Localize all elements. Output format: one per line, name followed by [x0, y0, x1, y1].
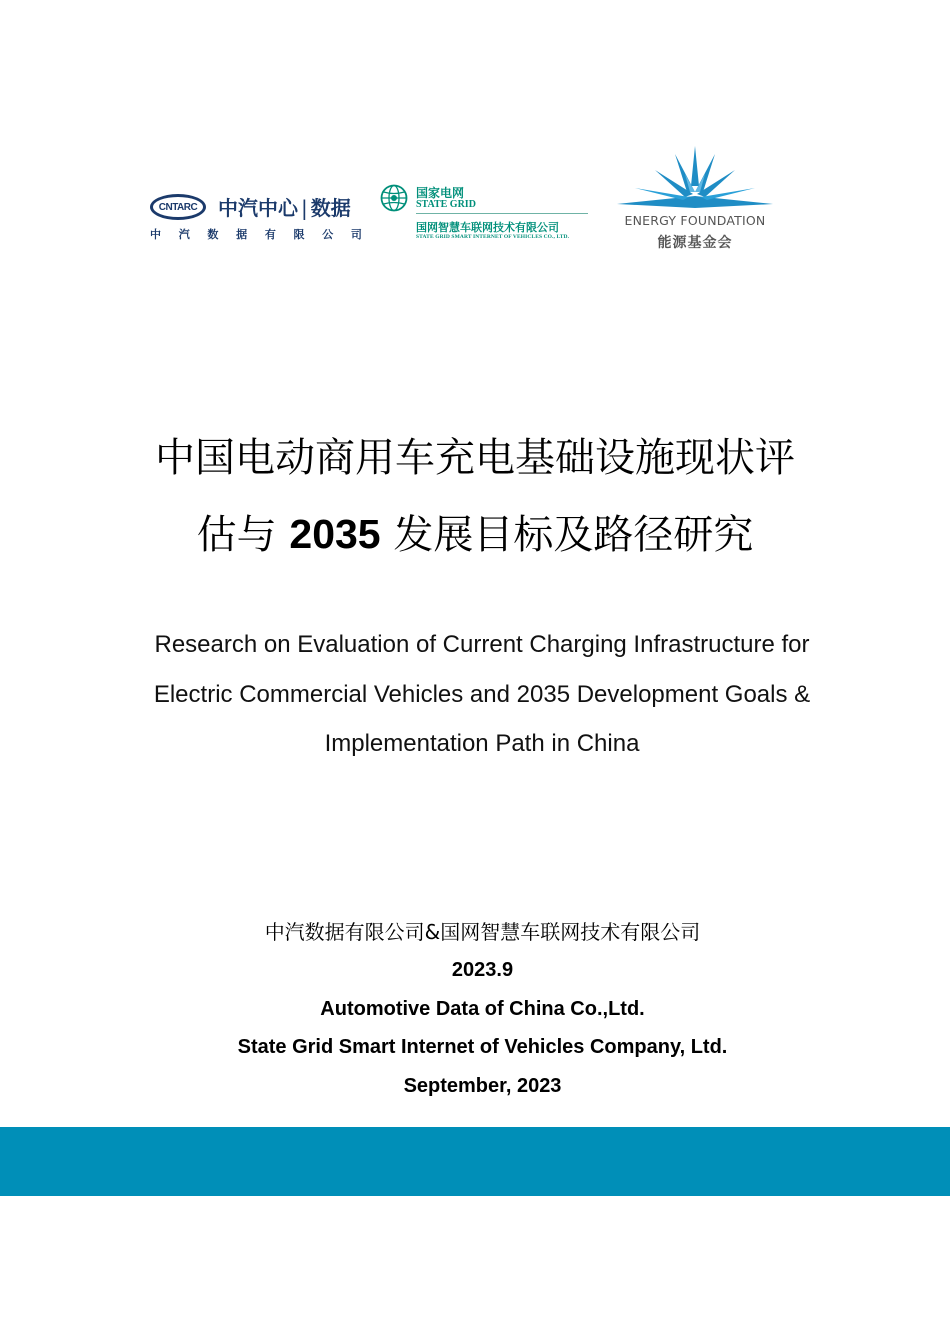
title-cn-line-1: 中国电动商用车充电基础设施现状评 [155, 435, 795, 481]
catarc-sub-char: 有 [264, 228, 276, 241]
energy-foundation-star-icon [615, 142, 775, 214]
energy-foundation-name-cn: 能源基金会 [657, 235, 733, 251]
publisher-org-2-en: State Grid Smart Internet of Vehicles Company, Ltd. [237, 1036, 728, 1059]
state-grid-globe-icon [380, 184, 408, 212]
catarc-sub-char: 据 [236, 228, 248, 241]
publish-date-numeric: 2023.9 [451, 959, 514, 981]
catarc-sub-char: 司 [350, 228, 362, 241]
catarc-name [218, 192, 351, 221]
title-cn-line-2-pre: 估与 [196, 512, 277, 558]
state-grid-name-en: STATE GRID [416, 199, 476, 210]
catarc-name-b: 数据 [310, 196, 351, 220]
energy-foundation-logo [615, 140, 775, 255]
catarc-sub-char: 中 [150, 228, 161, 241]
catarc-subtitle [150, 226, 362, 242]
state-grid-divider [416, 213, 588, 214]
state-grid-company-cn: 国网智慧车联网技术有限公司 [416, 221, 559, 234]
footer-color-band [0, 1127, 950, 1196]
energy-foundation-name-en: ENERGY FOUNDATION [624, 213, 766, 228]
title-en-line-2: Electric Commercial Vehicles and 2035 Development Goals & [153, 680, 811, 708]
logo-row [0, 140, 950, 260]
state-grid-logo [378, 182, 593, 244]
title-cn-line-2-post: 发展目标及路径研究 [393, 512, 754, 558]
state-grid-company-en: STATE GRID SMART INTERNET OF VEHICLES CO., LTD. [416, 234, 570, 240]
title-cn-line-2 [60, 496, 890, 573]
title-en-line-1: Research on Evaluation of Current Charging Infrastructure for [154, 631, 810, 658]
publisher-cn: 中汽数据有限公司&国网智慧车联网技术有限公司 [264, 920, 701, 944]
catarc-sub-char: 公 [322, 228, 334, 241]
catarc-sub-char: 数 [207, 228, 219, 241]
title-cn-year: 2035 [289, 511, 381, 557]
catarc-sub-char: 汽 [178, 228, 190, 241]
title-en-line-3: Implementation Path in China [324, 730, 640, 757]
publisher-org-1-en: Automotive Data of China Co.,Ltd. [320, 997, 645, 1020]
report-title-cn [60, 420, 890, 573]
catarc-oval-mark [150, 194, 206, 220]
catarc-sub-char: 限 [293, 228, 305, 241]
report-title-en [60, 620, 904, 769]
catarc-separator: | [301, 196, 308, 220]
state-grid-name-cn: 国家电网 [416, 186, 465, 200]
publish-date-en: September, 2023 [403, 1075, 562, 1098]
catarc-name-a: 中汽中心 [218, 196, 298, 220]
catarc-mark-text: CNTARC [158, 201, 198, 213]
publisher-block [0, 913, 950, 1106]
catarc-data-logo [150, 192, 362, 244]
